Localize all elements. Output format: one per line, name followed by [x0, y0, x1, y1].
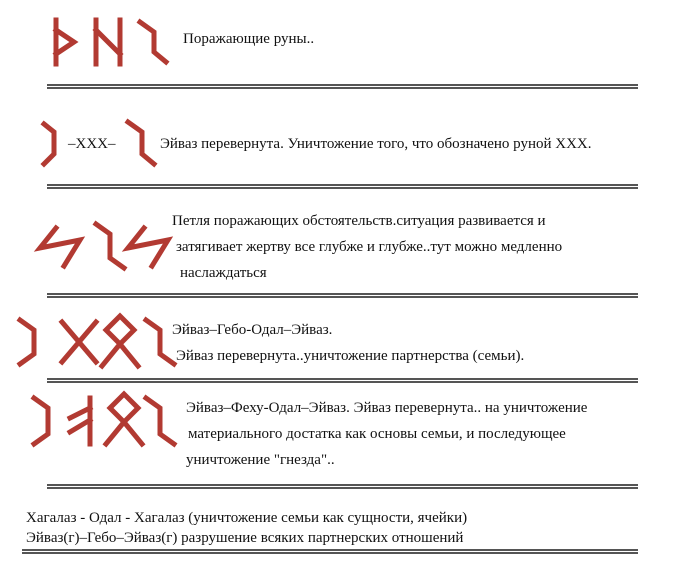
section-5-line-3: уничтожение "гнезда".. — [186, 452, 335, 468]
eihwaz-rune-icon — [14, 314, 54, 370]
section-2-inline-code: –XXX– — [68, 136, 116, 152]
divider — [22, 549, 638, 554]
divider — [47, 184, 638, 189]
fehu-reversed-rune-icon — [64, 394, 104, 448]
footer-line-1: Хагалаз - Одал - Хагалаз (уничтожение семьи как сущности, ячейки) — [26, 510, 468, 526]
section-3-line-1: Петля поражающих обстоятельств.ситуация развивается и — [172, 213, 546, 229]
divider — [47, 378, 638, 383]
naudiz-rune-icon — [88, 18, 128, 66]
section-5-line-2: материального достатка как основы семьи, и последующее — [188, 426, 566, 442]
section-5-line-1: Эйваз–Феху-Одал–Эйваз. Эйваз перевернута.. на уничтожение — [186, 400, 588, 416]
eihwaz-rune-icon — [40, 118, 70, 168]
section-1-line-1: Поражающие руны.. — [183, 31, 315, 47]
eihwaz-reversed-rune-icon — [124, 118, 158, 168]
eihwaz-reversed-rune-icon — [140, 392, 180, 450]
section-3-line-3: наслаждаться — [180, 265, 267, 281]
gebo-rune-icon — [58, 318, 100, 366]
footer-line-2: Эйваз(г)–Гебо–Эйваз(г) разрушение всяких партнерских отношений — [26, 530, 464, 546]
othala-rune-icon — [98, 312, 142, 370]
section-2-line-1: Эйваз перевернута. Уничтожение того, что обозначено руной XXX. — [160, 136, 592, 152]
section-3-line-2: затягивает жертву все глубже и глубже..тут можно медленно — [176, 239, 563, 255]
eihwaz-reversed-rune-icon — [136, 18, 170, 66]
eihwaz-reversed-rune-icon — [92, 220, 128, 272]
section-4-line-1: Эйваз–Гебо-Одал–Эйваз. — [172, 322, 333, 338]
sowilo-reversed-rune-icon — [124, 224, 172, 270]
divider — [47, 293, 638, 298]
section-4-line-2: Эйваз перевернута..уничтожение партнерства (семьи). — [176, 348, 525, 364]
eihwaz-rune-icon — [28, 392, 68, 450]
sowilo-reversed-rune-icon — [36, 224, 84, 270]
divider — [47, 484, 638, 489]
divider — [47, 84, 638, 89]
thurisaz-rune-icon — [52, 18, 82, 66]
